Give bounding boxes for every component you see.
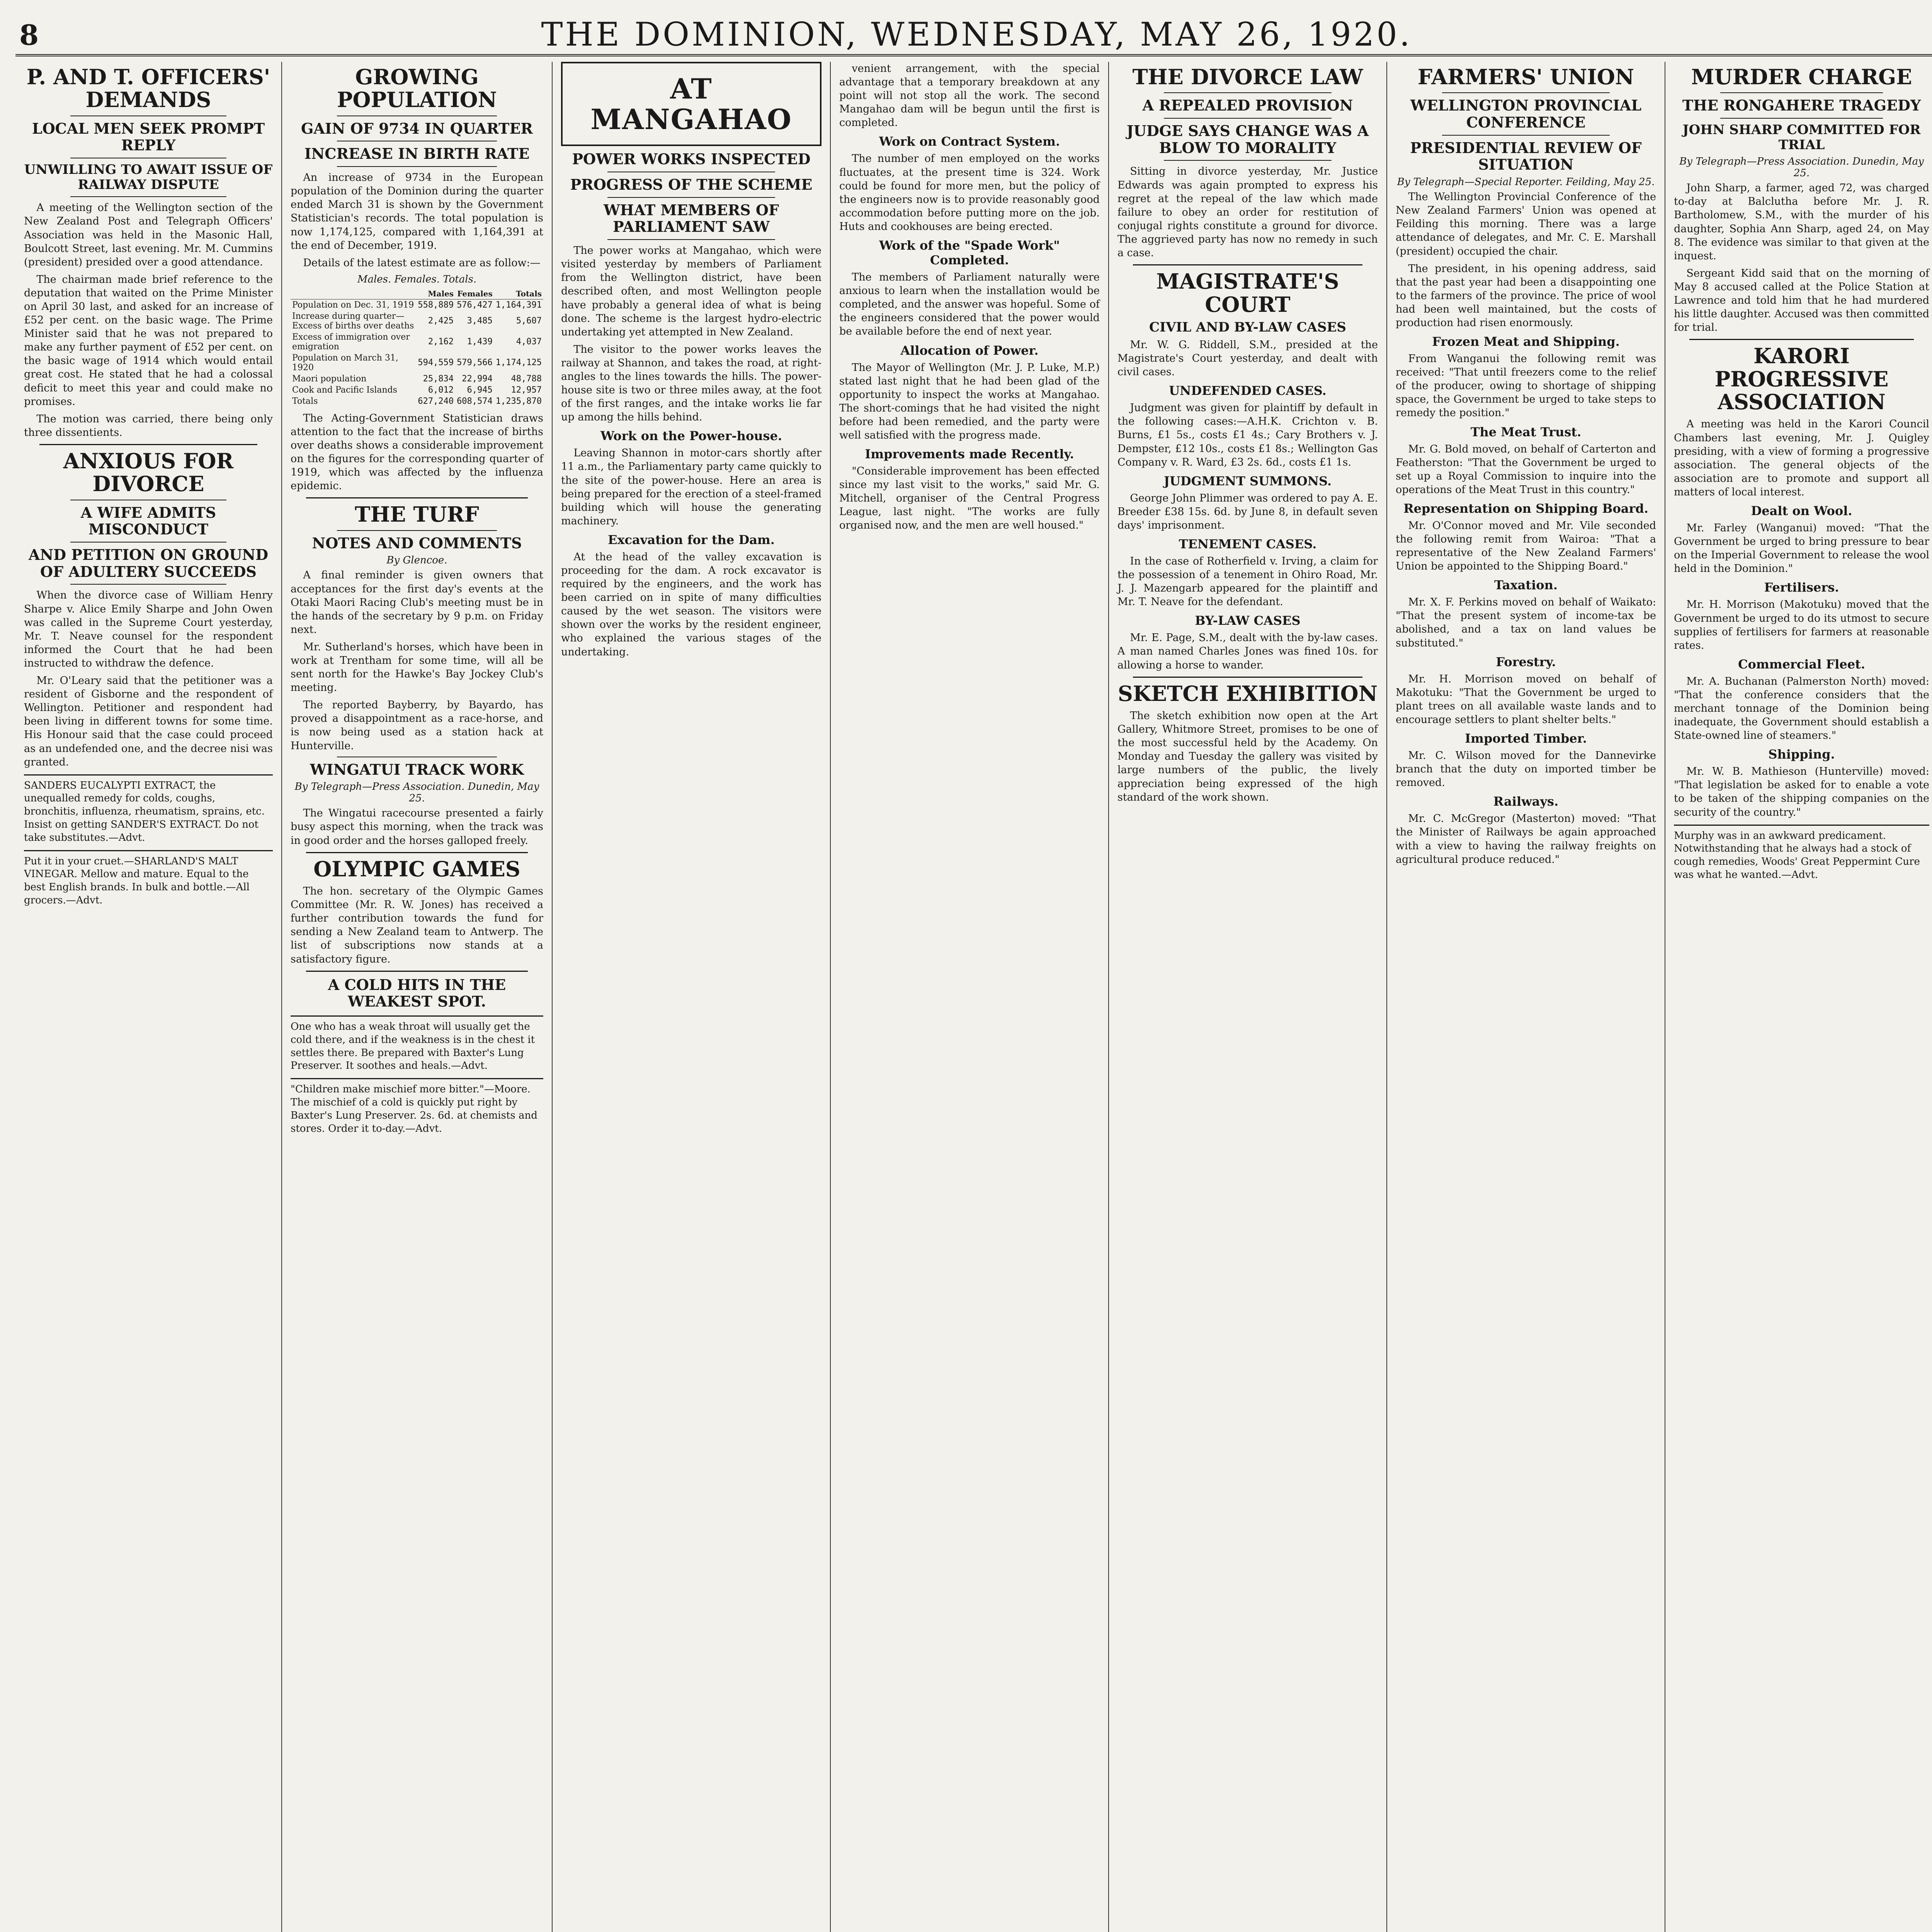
article-paragraph: Mr. O'Leary said that the petitioner was a resident of Gisborne and the respondent of Wellington. Petitioner and respondent had been living in different towns for some time. His Honour said that the case could proceed as an undefended one, and the decree nisi was granted. (24, 675, 273, 768)
article-paragraph: When the divorce case of William Henry Sharpe v. Alice Emily Sharpe and John Owen was called in the Supreme Court yesterday, Mr. T. Neave counsel for the respondent informed the Court that he had been instructed to withdraw the defence. (24, 589, 273, 669)
article-paragraph: In the case of Rotherfield v. Irving, a claim for the possession of a tenement in Ohiro Road, Mr. J. J. Mazengarb appeared for the plaintiff and Mr. T. Neave for the defendant. (1117, 555, 1378, 608)
section-caption: Dealt on Wool. (1751, 503, 1852, 519)
table-cell: Cook and Pacific Islands (292, 385, 397, 395)
section-caption: Imported Timber. (1465, 731, 1587, 746)
subhead-civil-bylaw: CIVIL AND BY-LAW CASES (1149, 319, 1346, 335)
article-paragraph: The president, in his opening address, said that the past year had been a disappointing one to the farmers of the province. The price of wool had been well maintained, but the costs of production had risen enormously. (1396, 262, 1656, 329)
subhead-members-saw: WHAT MEMBERS OF PARLIAMENT SAW (604, 201, 779, 236)
column-3 (553, 62, 831, 1932)
table-row (291, 373, 543, 384)
byline: By Telegraph—Press Association. Dunedin, May 25. (294, 781, 539, 804)
table-cell: Maori population (292, 374, 367, 384)
headline-at-mangahao: AT MANGAHAO (590, 72, 792, 136)
divider (1442, 92, 1610, 93)
table-caption: Males. Females. Totals. (357, 273, 477, 285)
headline-karori: KARORI PROGRESSIVE ASSOCIATION (1714, 344, 1889, 415)
article-paragraph: Mr. O'Connor moved and Mr. Vile seconded the following remit from Wairoa: "That a representative of the New Zealand Farmers' Union be appointed to the Shipping Board." (1396, 519, 1656, 573)
table-header: Males (416, 288, 455, 299)
column-6 (1387, 62, 1665, 1932)
article-paragraph: Mr. W. B. Mathieson (Hunterville) moved: "That legislation be asked for to enable a vote to be taken of the shipping companies on the security of the country." (1674, 765, 1929, 818)
section-caption: UNDEFENDED CASES. (1169, 383, 1327, 398)
table-cell: 12,957 (511, 385, 542, 395)
subhead-unwilling: UNWILLING TO AWAIT ISSUE OF RAILWAY DISPUTE (24, 162, 273, 193)
byline: By Telegraph—Special Reporter. Feilding, May 25. (1397, 176, 1655, 188)
article-paragraph: John Sharp, a farmer, aged 72, was charged to-day at Balclutha before Mr. J. R. Bartholomew, S.M., with the murder of his daughter, Sophia Ann Sharp, aged 24, on May 8. The evidence was similar to that given at the inquest. (1674, 182, 1929, 262)
byline: By Telegraph—Press Association. Dunedin, May 25. (1679, 156, 1924, 179)
section-caption: Frozen Meat and Shipping. (1432, 334, 1620, 349)
divider (1720, 118, 1883, 119)
section-caption: JUDGMENT SUMMONS. (1163, 473, 1332, 488)
advertisement: SANDERS EUCALYPTI EXTRACT, the unequalled remedy for colds, coughs, bronchitis, influenza, rheumatism, sprains, etc. Insist on getting SANDER'S EXTRACT. Do not take substitutes.—Advt. (24, 774, 273, 845)
subhead-birth-rate: INCREASE IN BIRTH RATE (304, 145, 530, 163)
table-cell: 579,566 (457, 358, 493, 368)
table-cell: 48,788 (511, 374, 542, 384)
subhead-local-men: LOCAL MEN SEEK PROMPT REPLY (32, 119, 265, 154)
article-paragraph: Mr. A. Buchanan (Palmerston North) moved: "That the conference considers that the merchant tonnage of the Dominion being inadequate, the Government should establish a State-owned line of steamers." (1674, 675, 1929, 742)
section-caption: Work of the "Spade Work" Completed. (879, 238, 1060, 268)
advertisement: One who has a weak throat will usually get the cold there, and if the weakness is in the chest it settles there. Be prepared with Baxter's Lung Preserver. It soothes and heals.—Advt. (291, 1015, 543, 1073)
subhead-judge-says: JUDGE SAYS CHANGE WAS A BLOW TO MORALITY (1126, 122, 1369, 156)
table-cell: Increase during quarter—Excess of births over deaths (292, 311, 414, 331)
article-paragraph: Mr. X. F. Perkins moved on behalf of Waikato: "That the present system of income-tax be abolished, and a tax on land values be substituted." (1396, 596, 1656, 649)
article-paragraph: At the head of the valley excavation is proceeding for the dam. A rock excavator is required by the engineers, and the work has been carried on in spite of many difficulties caused by the wet season. The visitors were shown over the works by the resident engineer, who explained the various stages of the undertaking. (561, 551, 821, 658)
masthead (15, 12, 1932, 56)
table-cell: 1,174,125 (495, 358, 542, 368)
table-header: Totals (494, 288, 543, 299)
article-paragraph: "Considerable improvement has been effected since my last visit to the works," said Mr. G. Mitchell, organiser of the Central Progress League, last night. "The works are fully organised now, and the men are well housed." (839, 465, 1100, 532)
article-paragraph: George John Plimmer was ordered to pay A. E. Breeder £38 15s. 6d. by June 8, in default seven days' imprisonment. (1117, 492, 1378, 531)
headline-farmers-union: FARMERS' UNION (1417, 65, 1634, 89)
divider (70, 542, 226, 543)
article-paragraph: The chairman made brief reference to the deputation that waited on the Prime Minister on April 30 last, and asked for an increase of £52 per cent. on the basic wage. The Prime Minister said that he was not prepared to make any further payment of £52 per cent. on the basic wage of 1914 which would entail great cost. He stated that he had a colossal deficit to meet this year and could make no promises. (24, 273, 273, 408)
article-paragraph: Leaving Shannon in motor-cars shortly after 11 a.m., the Parliamentary party came quickly to the site of the power-house. Here an area is being prepared for the erection of a steel-framed building which will house the generating machinery. (561, 447, 821, 527)
section-caption: TENEMENT CASES. (1179, 537, 1317, 552)
table-row (291, 311, 543, 332)
article-paragraph: Details of the latest estimate are as follow:— (303, 257, 541, 269)
divider (337, 530, 497, 531)
table-cell: 3,485 (467, 316, 493, 326)
byline: By Glencoe. (386, 554, 447, 566)
headline-pt-officers: P. AND T. OFFICERS' DEMANDS (26, 65, 270, 112)
divider (306, 852, 528, 853)
headline-anxious-divorce: ANXIOUS FOR DIVORCE (63, 448, 234, 497)
column-2 (282, 62, 553, 1932)
headline-olympic-games: OLYMPIC GAMES (313, 856, 520, 881)
divider (70, 584, 226, 585)
table-row (291, 299, 543, 311)
table-header (291, 288, 416, 299)
advertisement: Put it in your cruet.—SHARLAND'S MALT VINEGAR. Mellow and mature. Equal to the best English brands. In bulk and bottle.—All grocers.—Advt. (24, 850, 273, 907)
table-header-row (291, 288, 543, 299)
column-4 (831, 62, 1109, 1932)
divider (70, 196, 226, 197)
divider (1164, 92, 1332, 93)
section-caption: Railways. (1493, 794, 1559, 809)
article-paragraph: Mr. Sutherland's horses, which have been in work at Trentham for some time, will all be sent north for the Hawke's Bay Jockey Club's meeting. (291, 641, 543, 694)
divider (1133, 264, 1362, 265)
article-paragraph: venient arrangement, with the special advantage that a temporary breakdown at any point will not stop all the work. The second Mangahao dam will be begun until the first is completed. (839, 63, 1100, 129)
article-paragraph: A meeting was held in the Karori Council Chambers last evening, Mr. J. Quigley presiding, with a view of forming a progressive association. The general objects of the association are to promote and support all matters of local interest. (1674, 418, 1929, 498)
subhead-power-works: POWER WORKS INSPECTED (572, 150, 811, 168)
article-paragraph: Mr. H. Morrison moved on behalf of Makotuku: "That the Government be urged to plant trees on all available waste lands and to encourage settlers to plant shelter belts." (1396, 673, 1656, 726)
table-cell: 4,037 (516, 337, 542, 347)
table-row (291, 396, 543, 407)
column-5 (1109, 62, 1387, 1932)
section-caption: Forestry. (1496, 654, 1556, 669)
section-caption: Taxation. (1494, 578, 1558, 593)
divider (39, 444, 257, 445)
table-cell: 594,559 (418, 358, 454, 368)
article-paragraph: The Acting-Government Statistician draws attention to the fact that the increase of births over deaths shows a considerable improvement on the figures for the corresponding quarter of 1919, which was affected by the influenza epidemic. (291, 412, 543, 492)
headline-the-turf: THE TURF (355, 502, 479, 527)
columns (15, 62, 1932, 1932)
table-cell: 22,994 (462, 374, 493, 384)
section-caption: Shipping. (1768, 747, 1835, 762)
table-cell: 627,240 (418, 396, 454, 406)
table-row (291, 332, 543, 352)
table-header: Females (455, 288, 494, 299)
headline-sketch-exhibition: SKETCH EXHIBITION (1117, 681, 1378, 706)
subhead-sharp-committed: JOHN SHARP COMMITTED FOR TRIAL (1682, 122, 1921, 153)
article-paragraph: Mr. C. McGregor (Masterton) moved: "That the Minister of Railways be again approached with a view to having the railway freights on agricultural produce reduced." (1396, 813, 1656, 866)
subhead-notes: NOTES AND COMMENTS (312, 534, 522, 552)
section-caption: Improvements made Recently. (865, 447, 1074, 462)
headline-murder-charge: MURDER CHARGE (1691, 65, 1912, 89)
article-paragraph: The members of Parliament naturally were anxious to learn when the installation would be completed, and the answer was hopeful. Some of the engineers considered that the power would be available before the end of next year. (839, 271, 1100, 338)
article-paragraph: An increase of 9734 in the European population of the Dominion during the quarter ended March 31 is shown by the Government Statistician's records. The total population is now 1,174,125, compared with 1,164,391 at the end of December, 1919. (291, 172, 543, 252)
subhead-gain: GAIN OF 9734 IN QUARTER (301, 119, 533, 137)
subhead-rongahere: THE RONGAHERE TRAGEDY (1682, 97, 1921, 114)
section-caption: Allocation of Power. (900, 343, 1039, 358)
article-paragraph: The power works at Mangahao, which were visited yesterday by members of Parliament from the Wellington district, have been described often, and most Wellington people have probably a general idea of what is being done. The scheme is the largest hydro-electric undertaking yet attempted in New Zealand. (561, 245, 821, 338)
table-row (291, 352, 543, 373)
article-paragraph: The Wingatui racecourse presented a fairly busy aspect this morning, when the track was in good order and the horses galloped freely. (291, 807, 543, 847)
article-paragraph: The motion was carried, there being only three dissentients. (24, 413, 273, 439)
table-cell: Excess of immigration over emigration (292, 332, 410, 352)
headline-divorce-law: THE DIVORCE LAW (1132, 65, 1363, 89)
divider (1133, 677, 1362, 678)
table-cell: 5,607 (516, 316, 542, 326)
table-cell: 6,945 (467, 385, 493, 395)
article-paragraph: Mr. G. Bold moved, on behalf of Carterton and Featherston: "That the Government be urged to set up a Royal Commission to inquire into the operations of the Meat Trust in this country." (1396, 443, 1656, 496)
article-paragraph: Mr. Farley (Wanganui) moved: "That the Government be urged to bring pressure to bear on the Imperial Government to release the wool held in the Dominion." (1674, 522, 1929, 575)
section-caption: The Meat Trust. (1470, 424, 1582, 439)
table-row (291, 384, 543, 396)
headline-wingatui: WINGATUI TRACK WORK (310, 760, 524, 778)
divider (306, 971, 528, 972)
article-paragraph: The Mayor of Wellington (Mr. J. P. Luke, M.P.) stated last night that he had been glad of the opportunity to inspect the works at Mangahao. The short-comings that he had visited the night before had been remedied, and the party were well satisfied with the progress made. (839, 361, 1100, 441)
table-cell: Population on March 31, 1920 (292, 353, 398, 372)
divider (607, 197, 775, 198)
subhead-wife-admits: A WIFE ADMITS MISCONDUCT (80, 503, 216, 538)
table-cell: 25,834 (423, 374, 454, 384)
article-paragraph: Mr. W. G. Riddell, S.M., presided at the Magistrate's Court yesterday, and dealt with civil cases. (1117, 338, 1378, 378)
table-cell: 1,164,391 (495, 300, 542, 310)
section-caption: Fertilisers. (1764, 580, 1839, 595)
subhead-petition: AND PETITION ON GROUND OF ADULTERY SUCCEEDS (28, 546, 269, 580)
divider (337, 166, 497, 167)
section-caption: Representation on Shipping Board. (1403, 501, 1648, 516)
divider (1164, 160, 1332, 161)
section-caption: Work on the Power-house. (600, 429, 782, 444)
advertisement: "Children make mischief more bitter."—Moore. The mischief of a cold is quickly put right by Baxter's Lung Preserver. 2s. 6d. at chemists and stores. Order it to-day.—Advt. (291, 1078, 543, 1135)
table-cell: 608,574 (457, 396, 493, 406)
article-paragraph: Mr. E. Page, S.M., dealt with the by-law cases. A man named Charles Jones was fined 10s. for allowing a horse to wander. (1117, 632, 1378, 671)
section-caption: BY-LAW CASES (1195, 613, 1301, 628)
subhead-presidential: PRESIDENTIAL REVIEW OF SITUATION (1410, 139, 1642, 173)
column-1 (15, 62, 282, 1932)
mangahao-banner (561, 62, 821, 146)
article-paragraph: The visitor to the power works leaves the railway at Shannon, and takes the road, at right-angles to the lines towards the hills. The power-house site is two or three miles away, at the foot of the first ranges, and the intake works lie far up among the hills behind. (561, 343, 821, 423)
divider (1720, 92, 1883, 93)
section-caption: Commercial Fleet. (1738, 656, 1865, 672)
headline-growing-population: GROWING POPULATION (337, 65, 497, 112)
column-7 (1665, 62, 1932, 1932)
section-caption: Excavation for the Dam. (608, 532, 775, 547)
divider (306, 497, 528, 498)
article-paragraph: A meeting of the Wellington section of the New Zealand Post and Telegraph Officers' Association was held in the Masonic Hall, Boulcott Street, last evening. Mr. M. Cummins (president) presided over a good attendance. (24, 202, 273, 268)
divider (1164, 118, 1332, 119)
article-paragraph: Mr. C. Wilson moved for the Dannevirke branch that the duty on imported timber be removed. (1396, 750, 1656, 789)
article-paragraph: From Wanganui the following remit was received: "That until freezers come to the relief of the producer, owing to shortage of shipping space, the Government be urged to take steps to remedy the position." (1396, 353, 1656, 419)
divider (1442, 135, 1610, 136)
newspaper-title: THE DOMINION, WEDNESDAY, MAY 26, 1920. (541, 15, 1412, 53)
table-cell: 1,439 (467, 337, 493, 347)
section-caption: Work on Contract System. (879, 134, 1060, 149)
article-paragraph: A final reminder is given owners that acceptances for the first day's events at the Otaki Maori Racing Club's meeting must be in the hands of the secretary by 9 p.m. on Friday next. (291, 569, 543, 636)
article-paragraph: Judgment was given for plaintiff by default in the following cases:—A.H.K. Crichton v. B. Burns, £1 5s., costs £1 4s.; Cary Brothers v. J. Dempster, £12 10s., costs £1 8s.; Wellington Gas Company v. R. Ward, £3 2s. 6d., costs £1 1s. (1117, 402, 1378, 468)
article-paragraph: Sergeant Kidd said that on the morning of May 8 accused called at the Police Station at Lawrence and told him that he had murdered his little daughter. Accused was then committed for trial. (1674, 267, 1929, 334)
divider (607, 239, 775, 240)
subhead-provincial: WELLINGTON PROVINCIAL CONFERENCE (1410, 97, 1642, 131)
table-cell: 2,425 (428, 316, 454, 326)
table-cell: 558,889 (418, 300, 454, 310)
table-cell: 576,427 (457, 300, 493, 310)
article-paragraph: The sketch exhibition now open at the Art Gallery, Whitmore Street, promises to be one of the most successful held by the Academy. On Monday and Tuesday the gallery was visited by large numbers of the public, the lively appreciation being expressed of the high standard of the work shown. (1117, 710, 1378, 803)
subhead-repealed: A REPEALED PROVISION (1142, 97, 1353, 114)
subhead-progress: PROGRESS OF THE SCHEME (570, 176, 813, 194)
article-paragraph: Mr. H. Morrison (Makotuku) moved that the Government be urged to do its utmost to secure supplies of fertilisers for farmers at reasonable rates. (1674, 599, 1929, 651)
page-number: 8 (19, 19, 39, 51)
article-paragraph: The reported Bayberry, by Bayardo, has proved a disappointment as a race-horse, and is now being used as a station hack at Hunterville. (291, 699, 543, 752)
population-table (291, 288, 543, 407)
table-cell: Population on Dec. 31, 1919 (292, 300, 414, 310)
article-paragraph: The number of men employed on the works fluctuates, at the present time is 324. Work could be found for more men, but the policy of the engineers now is to provide reasonably good accommodation before putting more on the job. Huts and cookhouses are being erected. (839, 153, 1100, 233)
table-cell: 1,235,870 (495, 396, 542, 406)
table-cell: 6,012 (428, 385, 454, 395)
divider (1689, 339, 1914, 340)
advertisement: Murphy was in an awkward predicament. Notwithstanding that he always had a stock of cough remedies, Woods' Great Peppermint Cure was what he wanted.—Advt. (1674, 825, 1929, 882)
table-cell: 2,162 (428, 337, 454, 347)
article-paragraph: The Wellington Provincial Conference of the New Zealand Farmers' Union was opened at Feilding this morning. There was a large attendance of delegates, and Mr. C. E. Marshall (president) occupied the chair. (1396, 191, 1656, 257)
table-cell: Totals (292, 396, 318, 406)
headline-magistrates-court: MAGISTRATE'S COURT (1156, 269, 1339, 317)
article-paragraph: The hon. secretary of the Olympic Games Committee (Mr. R. W. Jones) has received a further contribution towards the fund for sending a New Zealand team to Antwerp. The list of subscriptions now stands at a satisfactory figure. (291, 885, 543, 965)
headline-cold-hits: A COLD HITS IN THE WEAKEST SPOT. (328, 976, 506, 1010)
article-paragraph: Sitting in divorce yesterday, Mr. Justice Edwards was again prompted to express his regret at the repeal of the law which made failure to obey an order for restitution of conjugal rights constitute a ground for divorce. The aggrieved party has now no remedy in such a case. (1117, 165, 1378, 259)
